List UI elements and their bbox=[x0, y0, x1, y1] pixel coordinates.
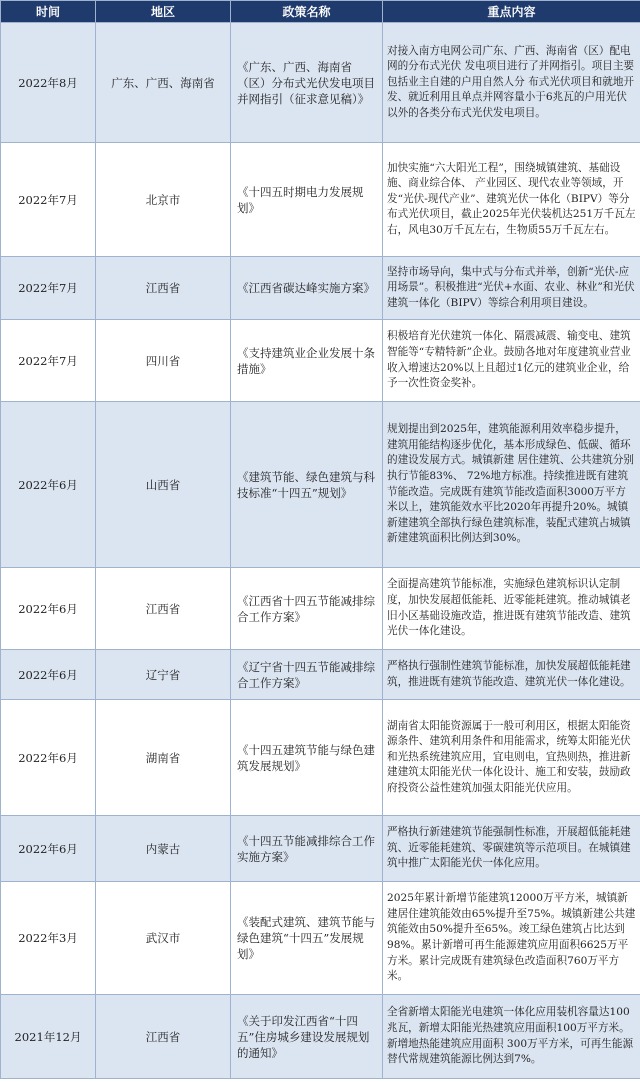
table-row bbox=[1, 23, 640, 143]
time-cell: 2022年7月 bbox=[1, 320, 96, 402]
region-cell: 北京市 bbox=[96, 143, 231, 257]
region-cell: 山西省 bbox=[96, 402, 231, 568]
content-cell: 湖南省太阳能资源属于一般可利用区，根据太阳能资源条件、建筑利用条件和用能需求，统筹太阳能光伏和光热系统建筑应用，宜电则电，宜热则热，推进新建建筑太阳能光伏一体化设计、施工和安装，鼓励政府投资公益性建筑加强太阳能光伏应用。 bbox=[383, 700, 640, 816]
table-row bbox=[1, 568, 640, 650]
table-row bbox=[1, 995, 640, 1079]
time-cell: 2022年6月 bbox=[1, 650, 96, 700]
table-row bbox=[1, 882, 640, 995]
policy-cell: 《十四五建筑节能与绿色建筑发展规划》 bbox=[231, 700, 383, 816]
header-time: 时间 bbox=[1, 1, 96, 23]
content-cell: 严格执行新建建筑节能强制性标准，开展超低能耗建筑、近零能耗建筑、零碳建筑等示范项目。在城镇建筑中推广太阳能光伏一体化应用。 bbox=[383, 816, 640, 882]
content-cell: 全面提高建筑节能标准，实施绿色建筑标识认定制度，加快发展超低能耗、近零能耗建筑。推动城镇老旧小区基础设施改造，推进既有建筑节能改造、建筑光伏一体化建设。 bbox=[383, 568, 640, 650]
policy-cell: 《支持建筑业企业发展十条措施》 bbox=[231, 320, 383, 402]
time-cell: 2022年3月 bbox=[1, 882, 96, 995]
table-row bbox=[1, 402, 640, 568]
time-cell: 2022年6月 bbox=[1, 402, 96, 568]
policy-cell: 《辽宁省十四五节能减排综合工作方案》 bbox=[231, 650, 383, 700]
content-cell: 2025年累计新增节能建筑12000万平方米，城镇新建居住建筑能效由65%提升至75%。城镇新建公共建筑能效由50%提升至65%。竣工绿色建筑占比达到98%。累计新增可再生能源建筑应用面积6625万平方米。累计完成既有建筑绿色改造面积760万平方米。 bbox=[383, 882, 640, 995]
header-row bbox=[1, 1, 640, 23]
policy-cell: 《江西省十四五节能减排综合工作方案》 bbox=[231, 568, 383, 650]
region-cell: 广东、广西、海南省 bbox=[96, 23, 231, 143]
header-region: 地区 bbox=[96, 1, 231, 23]
content-cell: 积极培育光伏建筑一体化、隔震减震、输变电、建筑智能等“专精特新”企业。鼓励各地对年度建筑业营业收入增速达20%以上且超过1亿元的建筑业企业，给予一次性资金奖补。 bbox=[383, 320, 640, 402]
time-cell: 2022年7月 bbox=[1, 257, 96, 320]
policy-cell: 《广东、广西、海南省（区）分布式光伏发电项目并网指引（征求意见稿）》 bbox=[231, 23, 383, 143]
table-row bbox=[1, 816, 640, 882]
region-cell: 四川省 bbox=[96, 320, 231, 402]
time-cell: 2022年8月 bbox=[1, 23, 96, 143]
time-cell: 2022年6月 bbox=[1, 816, 96, 882]
content-cell: 全省新增太阳能光电建筑一体化应用装机容量达100兆瓦，新增太阳能光热建筑应用面积100万平方米。新增地热能建筑应用面积 300万平方米，可再生能源替代常规建筑能源比例达到7%。 bbox=[383, 995, 640, 1079]
policy-cell: 《十四五节能减排综合工作实施方案》 bbox=[231, 816, 383, 882]
time-cell: 2022年7月 bbox=[1, 143, 96, 257]
time-cell: 2022年6月 bbox=[1, 700, 96, 816]
content-cell: 严格执行强制性建筑节能标准，加快发展超低能耗建筑，推进既有建筑节能改造、建筑光伏一体化建设。 bbox=[383, 650, 640, 700]
header-key-content: 重点内容 bbox=[383, 1, 640, 23]
policy-cell: 《关于印发江西省“十四五”住房城乡建设发展规划的通知》 bbox=[231, 995, 383, 1079]
content-cell: 对接入南方电网公司广东、广西、海南省（区）配电网的分布式光伏 发电项目进行了并网指引。项目主要包括业主自建的户用自然人分 布式光伏项目和就地开发、就近利用且单点并网容量小于6兆瓦的户用光伏以外的各类分布式光伏发电项目。 bbox=[383, 23, 640, 143]
table-row bbox=[1, 320, 640, 402]
table-row bbox=[1, 700, 640, 816]
table-row bbox=[1, 143, 640, 257]
policy-cell: 《江西省碳达峰实施方案》 bbox=[231, 257, 383, 320]
content-cell: 规划提出到2025年，建筑能源利用效率稳步提升，建筑用能结构逐步优化，基本形成绿色、低碳、循环的建设发展方式。城镇新建 居住建筑、公共建筑分别执行节能83%、 72%地方标准。持续推进既有建筑节能改造。完成既有建筑节能改造面积3000万平方米以上，建筑能效水平比2020年再提升20%。城镇新建建筑全部执行绿色建筑标准，装配式建筑占城镇新建建筑面积比例达到30%。 bbox=[383, 402, 640, 568]
region-cell: 江西省 bbox=[96, 995, 231, 1079]
policy-cell: 《十四五时期电力发展规划》 bbox=[231, 143, 383, 257]
region-cell: 湖南省 bbox=[96, 700, 231, 816]
region-cell: 江西省 bbox=[96, 257, 231, 320]
region-cell: 内蒙古 bbox=[96, 816, 231, 882]
region-cell: 江西省 bbox=[96, 568, 231, 650]
time-cell: 2022年6月 bbox=[1, 568, 96, 650]
content-cell: 坚持市场导向，集中式与分布式并举，创新“光伏-应用场景”。积极推进“光伏+水面、农业、林业”和光伏建筑一体化（BIPV）等综合利用项目建设。 bbox=[383, 257, 640, 320]
header-policy-name: 政策名称 bbox=[231, 1, 383, 23]
table-row bbox=[1, 650, 640, 700]
table-row bbox=[1, 257, 640, 320]
policy-cell: 《建筑节能、绿色建筑与科技标准“十四五”规划》 bbox=[231, 402, 383, 568]
region-cell: 武汉市 bbox=[96, 882, 231, 995]
region-cell: 辽宁省 bbox=[96, 650, 231, 700]
time-cell: 2021年12月 bbox=[1, 995, 96, 1079]
content-cell: 加快实施“六大阳光工程”，围绕城镇建筑、基础设施、商业综合体、 产业园区、现代农业等领域，开发“光伏-现代产业”、建筑光伏一体化（BIPV）等分布式光伏项目，截止2025年光伏装机达251万千瓦左右，风电30万千瓦左右，生物质55万千瓦左右。 bbox=[383, 143, 640, 257]
policy-cell: 《装配式建筑、建筑节能与绿色建筑“十四五”发展规划》 bbox=[231, 882, 383, 995]
